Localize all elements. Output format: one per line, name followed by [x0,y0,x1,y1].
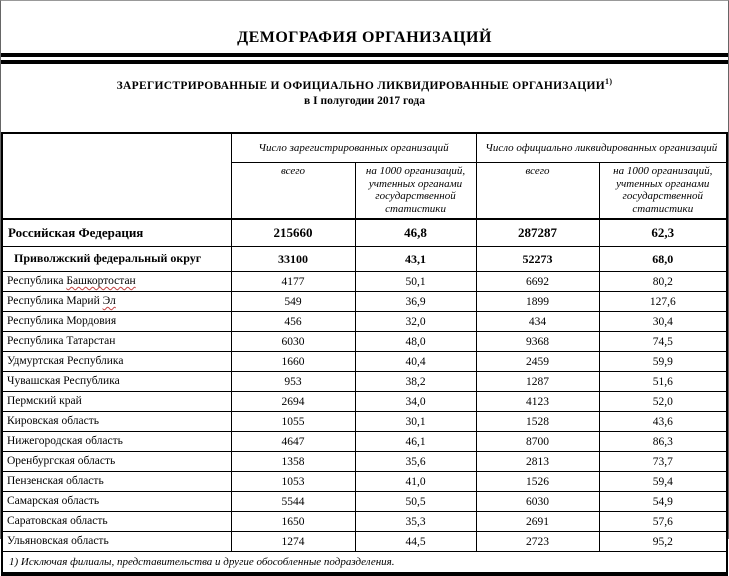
table-row [2,352,727,372]
value-cell: 30,1 [355,412,476,432]
value-cell: 1055 [231,412,355,432]
subheader-total-liquidated: всего [476,163,599,220]
subheader-per1000-liquidated: на 1000 организаций, учтенных органами государственной статистики [599,163,727,220]
table-row [2,492,727,512]
value-cell: 127,6 [599,292,727,312]
registered-group-header: Число зарегистрированных организаций [231,133,476,163]
region-cell: Пензенская область [2,472,231,492]
value-cell: 9368 [476,332,599,352]
value-cell: 48,0 [355,332,476,352]
value-cell: 36,9 [355,292,476,312]
value-cell: 2459 [476,352,599,372]
table-row [2,372,727,392]
value-cell: 1274 [231,532,355,552]
value-cell: 1053 [231,472,355,492]
value-cell: 34,0 [355,392,476,412]
value-cell: 54,9 [599,492,727,512]
value-cell: 41,0 [355,472,476,492]
value-cell: 215660 [231,219,355,247]
value-cell: 46,8 [355,219,476,247]
region-cell: Пермский край [2,392,231,412]
value-cell: 1526 [476,472,599,492]
value-cell: 35,3 [355,512,476,532]
value-cell: 46,1 [355,432,476,452]
region-cell: Российская Федерация [2,219,231,247]
region-cell: Республика Мордовия [2,312,231,332]
corner-cell [2,133,231,219]
value-cell: 43,6 [599,412,727,432]
region-cell: Удмуртская Республика [2,352,231,372]
value-cell: 1287 [476,372,599,392]
table-row [2,512,727,532]
value-cell: 59,4 [599,472,727,492]
table-header [2,133,727,219]
value-cell: 44,5 [355,532,476,552]
spellcheck-underline: Башкортостан [66,275,136,288]
footnote-text: 1) Исключая филиалы, представительства и другие обособленные подразделения. [2,552,727,575]
value-cell: 51,6 [599,372,727,392]
table-row [2,472,727,492]
table-row [2,312,727,332]
value-cell: 2723 [476,532,599,552]
value-cell: 30,4 [599,312,727,332]
table-row [2,272,727,292]
table-row [2,292,727,312]
value-cell: 52273 [476,247,599,272]
region-cell: Нижегородская область [2,432,231,452]
table-heading [1,77,728,92]
header-group-row [2,133,727,163]
value-cell: 8700 [476,432,599,452]
value-cell: 1650 [231,512,355,532]
value-cell: 50,1 [355,272,476,292]
value-cell: 4177 [231,272,355,292]
value-cell: 2691 [476,512,599,532]
value-cell: 1660 [231,352,355,372]
table-row [2,452,727,472]
value-cell: 287287 [476,219,599,247]
value-cell: 50,5 [355,492,476,512]
subheader-per1000-registered: на 1000 организаций, учтенных органами государственной статистики [355,163,476,220]
value-cell: 32,0 [355,312,476,332]
region-cell: Приволжский федеральный округ [2,247,231,272]
double-rule-divider [1,53,728,64]
region-cell: Кировская область [2,412,231,432]
value-cell: 4123 [476,392,599,412]
table-period: в I полугодии 2017 года [304,94,425,107]
table-row [2,219,727,247]
value-cell: 35,6 [355,452,476,472]
table-body [2,219,727,552]
value-cell: 40,4 [355,352,476,372]
table-heading-text: ЗАРЕГИСТРИРОВАННЫЕ И ОФИЦИАЛЬНО ЛИКВИДИРОВАННЫЕ ОРГАНИЗАЦИИ [116,79,606,92]
table-row [2,432,727,452]
value-cell: 43,1 [355,247,476,272]
value-cell: 6030 [476,492,599,512]
value-cell: 80,2 [599,272,727,292]
subtitle-band [1,64,728,132]
region-cell: Оренбургская область [2,452,231,472]
value-cell: 57,6 [599,512,727,532]
value-cell: 953 [231,372,355,392]
value-cell: 434 [476,312,599,332]
value-cell: 59,9 [599,352,727,372]
footnote-marker: 1) [605,77,613,86]
region-cell: Ульяновская область [2,532,231,552]
table-row [2,412,727,432]
value-cell: 38,2 [355,372,476,392]
table-row [2,532,727,552]
region-cell: Самарская область [2,492,231,512]
table-row [2,392,727,412]
liquidated-group-header: Число официально ликвидированных организаций [476,133,727,163]
value-cell: 74,5 [599,332,727,352]
value-cell: 86,3 [599,432,727,452]
value-cell: 6030 [231,332,355,352]
value-cell: 2813 [476,452,599,472]
subheader-total-registered: всего [231,163,355,220]
value-cell: 5544 [231,492,355,512]
value-cell: 33100 [231,247,355,272]
spellcheck-underline: Эл [102,295,116,308]
value-cell: 1358 [231,452,355,472]
value-cell: 68,0 [599,247,727,272]
region-cell: Республика Башкортостан [2,272,231,292]
footnote-row [2,552,727,575]
title-band [1,1,728,53]
value-cell: 549 [231,292,355,312]
page-title: ДЕМОГРАФИЯ ОРГАНИЗАЦИЙ [237,29,492,46]
value-cell: 62,3 [599,219,727,247]
table-row [2,247,727,272]
value-cell: 1899 [476,292,599,312]
statistics-table [1,132,728,576]
value-cell: 6692 [476,272,599,292]
table-row [2,332,727,352]
value-cell: 456 [231,312,355,332]
region-cell: Республика Татарстан [2,332,231,352]
value-cell: 2694 [231,392,355,412]
region-cell: Республика Марий Эл [2,292,231,312]
value-cell: 73,7 [599,452,727,472]
region-cell: Саратовская область [2,512,231,532]
value-cell: 4647 [231,432,355,452]
region-cell: Чувашская Республика [2,372,231,392]
value-cell: 95,2 [599,532,727,552]
value-cell: 1528 [476,412,599,432]
value-cell: 52,0 [599,392,727,412]
